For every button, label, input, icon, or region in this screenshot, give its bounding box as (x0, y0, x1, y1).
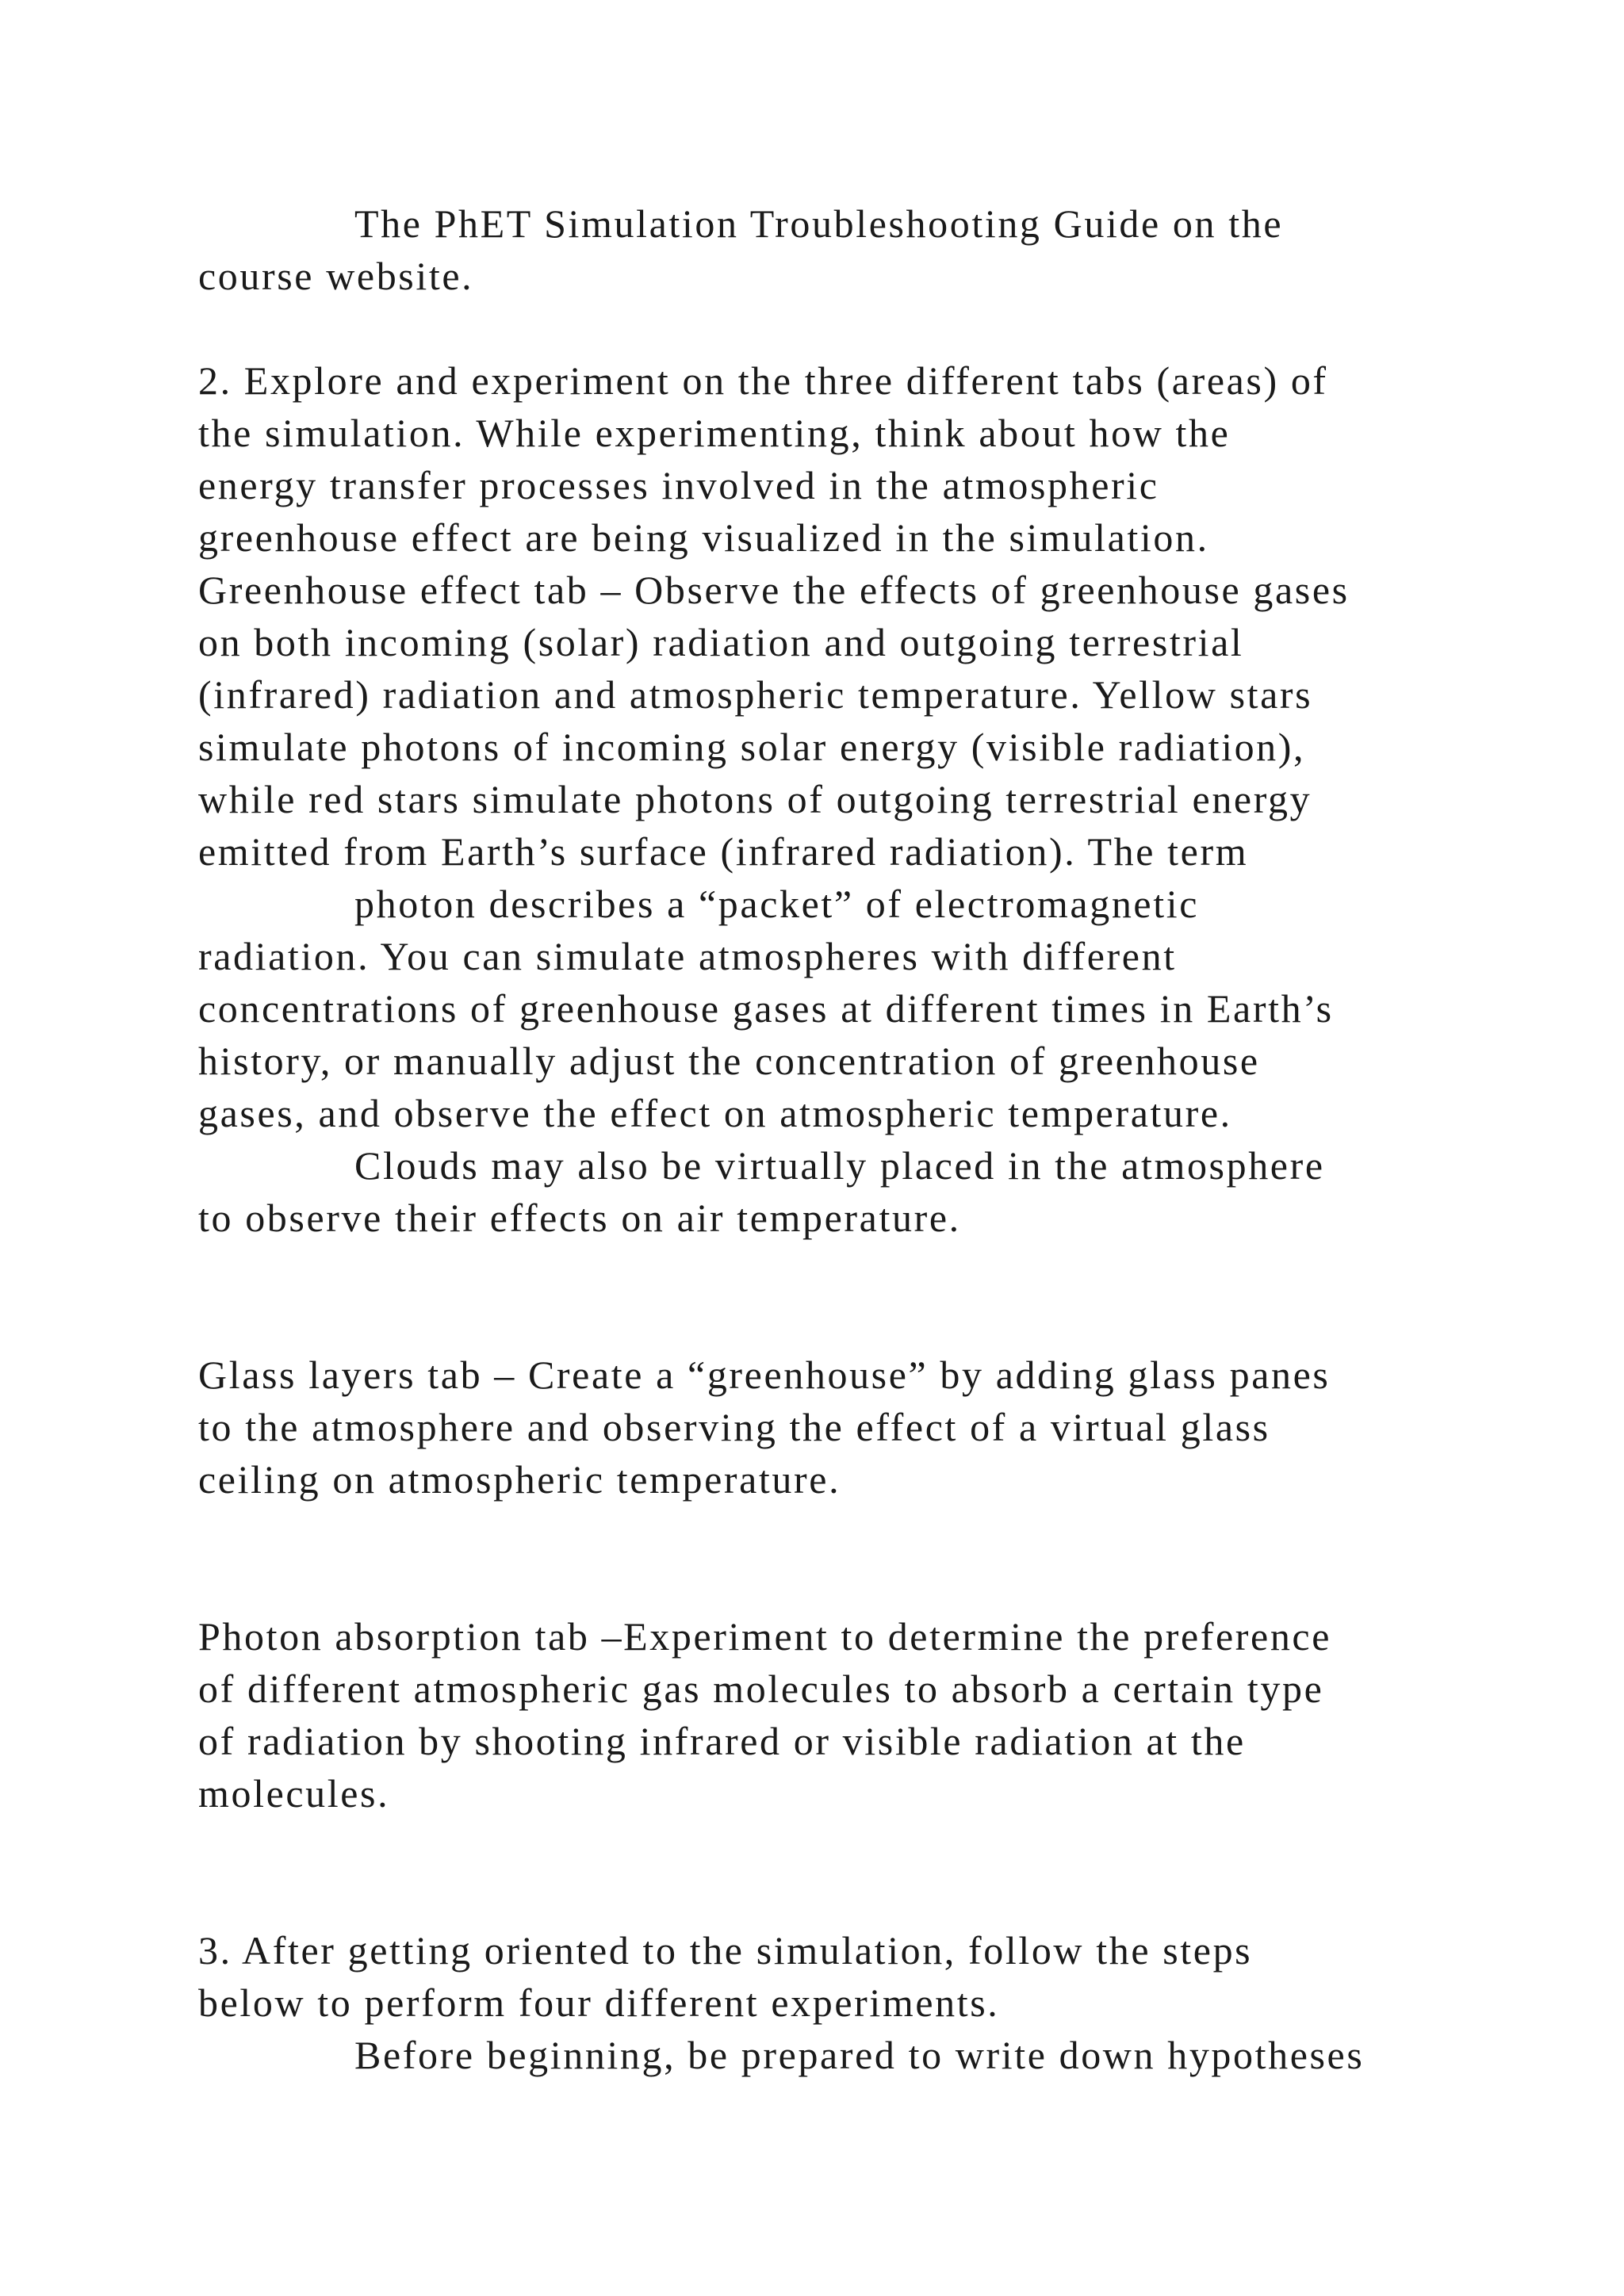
text-line: of different atmospheric gas molecules to absorb a certain type (198, 1667, 1324, 1711)
text-line: on both incoming (solar) radiation and outgoing terrestrial (198, 620, 1244, 664)
text-line: the simulation. While experimenting, think about how the (198, 411, 1231, 455)
text-line: course website. (198, 254, 474, 298)
text-line: gases, and observe the effect on atmospheric temperature. (198, 1091, 1232, 1135)
text-line: greenhouse effect are being visualized in the simulation. (198, 515, 1209, 560)
text-line: 2. Explore and experiment on the three different tabs (areas) of (198, 358, 1328, 403)
text-line: radiation. You can simulate atmospheres with different (198, 934, 1177, 978)
text-line: Greenhouse effect tab – Observe the effects of greenhouse gases (198, 568, 1350, 612)
text-line: Photon absorption tab –Experiment to determine the preference (198, 1614, 1332, 1659)
text-line: ceiling on atmospheric temperature. (198, 1457, 841, 1502)
text-line: to the atmosphere and observing the effect of a virtual glass (198, 1405, 1270, 1449)
text-line: simulate photons of incoming solar energy (visible radiation), (198, 725, 1306, 769)
text-line: energy transfer processes involved in the atmospheric (198, 463, 1159, 507)
text-line: below to perform four different experiments. (198, 1980, 1000, 2025)
text-line: of radiation by shooting infrared or visible radiation at the (198, 1719, 1246, 1763)
text-line: history, or manually adjust the concentration of greenhouse (198, 1039, 1260, 1083)
text-line: (infrared) radiation and atmospheric temperature. Yellow stars (198, 672, 1313, 717)
text-line: Clouds may also be virtually placed in the atmosphere (354, 1143, 1325, 1188)
text-line: to observe their effects on air temperature. (198, 1196, 961, 1240)
text-line: The PhET Simulation Troubleshooting Guide on the (354, 201, 1284, 246)
text-line: molecules. (198, 1771, 390, 1816)
text-line: emitted from Earth’s surface (infrared radiation). The term (198, 829, 1249, 874)
text-line: 3. After getting oriented to the simulation, follow the steps (198, 1928, 1253, 1973)
text-line: Before beginning, be prepared to write down hypotheses (354, 2033, 1365, 2077)
text-line: while red stars simulate photons of outgoing terrestrial energy (198, 777, 1312, 821)
text-line: photon describes a “packet” of electromagnetic (354, 882, 1199, 926)
text-line: concentrations of greenhouse gases at different times in Earth’s (198, 986, 1334, 1031)
text-line: Glass layers tab – Create a “greenhouse” by adding glass panes (198, 1353, 1331, 1397)
